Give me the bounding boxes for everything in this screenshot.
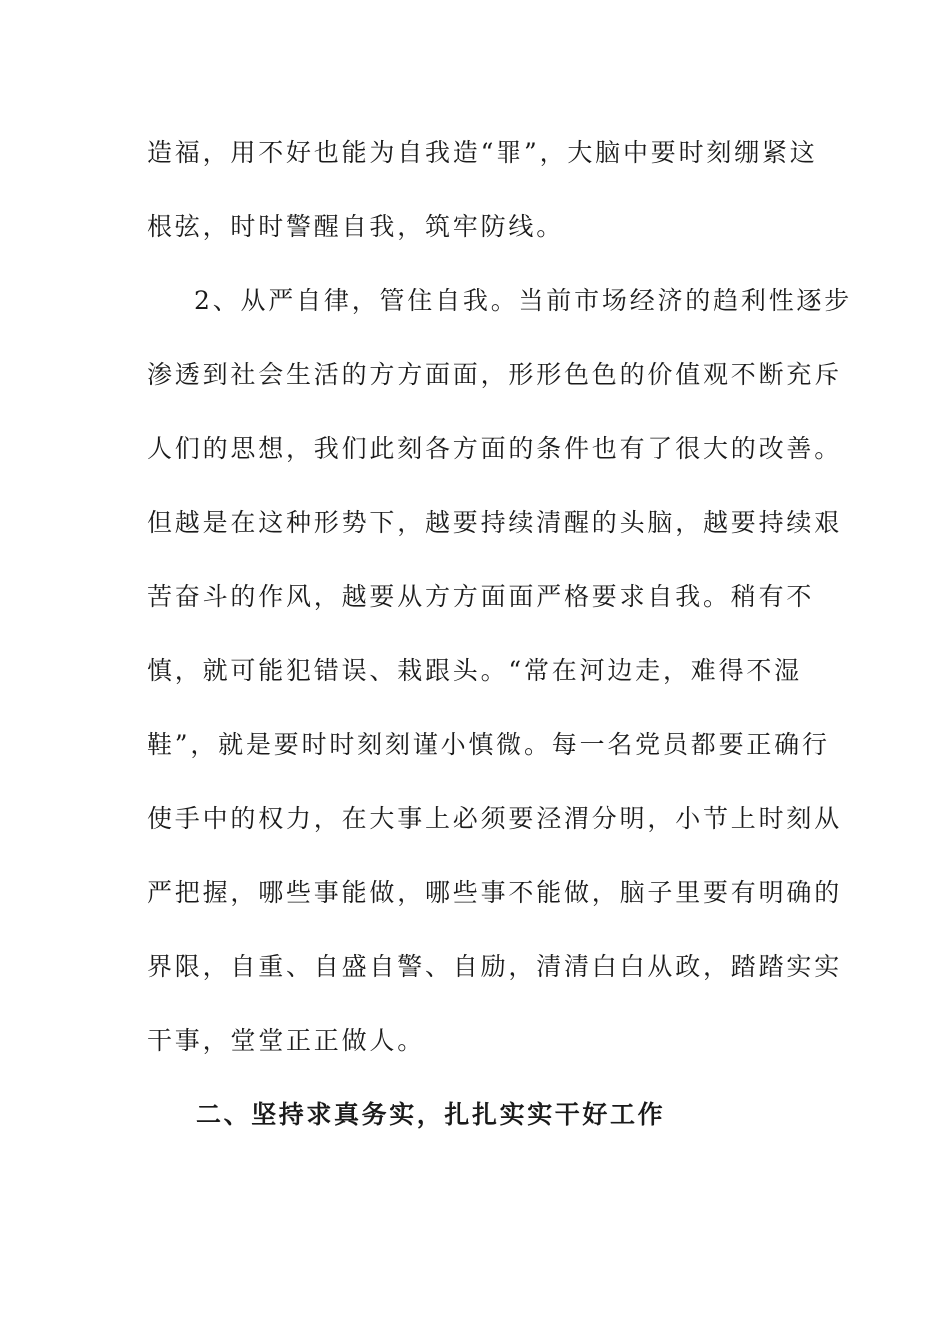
paragraph-line-13: 干事，堂堂正正做人。 — [147, 1026, 426, 1055]
section-heading: 二、坚持求真务实，扎扎实实干好工作 — [196, 1100, 666, 1129]
paragraph-line-6: 但越是在这种形势下，越要持续清醒的头脑，越要持续艰 — [147, 508, 843, 537]
paragraph-line-2: 根弦，时时警醒自我，筑牢防线。 — [147, 212, 565, 241]
paragraph-line-10: 使手中的权力，在大事上必须要泾渭分明，小节上时刻从 — [147, 804, 843, 833]
paragraph-line-1: 造福，用不好也能为自我造“罪”，大脑中要时刻绷紧这 — [147, 138, 818, 167]
paragraph-line-11: 严把握，哪些事能做，哪些事不能做，脑子里要有明确的 — [147, 878, 843, 907]
paragraph-line-3: 2、从严自律，管住自我。当前市场经济的趋利性逐步 — [194, 286, 853, 315]
paragraph-line-9: 鞋”，就是要时时刻刻谨小慎微。每一名党员都要正确行 — [147, 730, 830, 759]
paragraph-line-7: 苦奋斗的作风，越要从方方面面严格要求自我。稍有不 — [147, 582, 815, 611]
paragraph-line-12: 界限，自重、自盛自警、自励，清清白白从政，踏踏实实 — [147, 952, 843, 981]
paragraph-line-4: 渗透到社会生活的方方面面，形形色色的价值观不断充斥 — [147, 360, 843, 389]
paragraph-line-5: 人们的思想，我们此刻各方面的条件也有了很大的改善。 — [147, 434, 843, 463]
paragraph-line-8: 慎，就可能犯错误、栽跟头。“常在河边走，难得不湿 — [147, 656, 802, 685]
